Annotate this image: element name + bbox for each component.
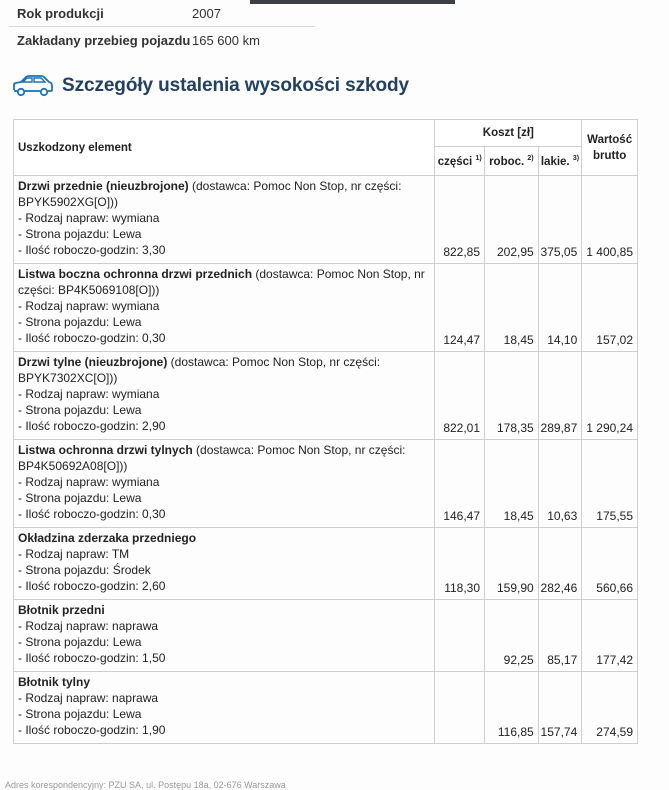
table-row [14, 352, 638, 440]
table-row [14, 176, 638, 264]
header-roboc: roboc. $^{2)}$ [485, 147, 539, 176]
element-detail-line: - Ilość roboczo-godzin: 1,90 [18, 723, 166, 737]
car-icon [11, 72, 55, 100]
element-detail-line: - Strona pojazdu: Lewa [18, 315, 142, 329]
cost-czesci [435, 672, 485, 744]
cost-czesci: 146,47 [435, 440, 485, 528]
header-element: Uszkodzony element [14, 120, 435, 176]
element-description [14, 440, 435, 528]
element-description [14, 264, 435, 352]
footer-address: Adres korespondencyjny: PZU SA, ul. Postępu 18a, 02-676 Warszawa [5, 780, 286, 790]
element-description [14, 600, 435, 672]
element-detail-line: - Rodzaj napraw: wymiana [18, 211, 160, 225]
cost-brutto: 274,59 [582, 672, 638, 744]
table-row [14, 672, 638, 744]
element-name: Okładzina zderzaka przedniego [18, 531, 197, 545]
element-detail-line: - Ilość roboczo-godzin: 2,60 [18, 579, 166, 593]
cost-lakie: 14,10 [538, 264, 582, 352]
element-detail-line: - Ilość roboczo-godzin: 1,50 [18, 651, 166, 665]
element-name: Listwa boczna ochronna drzwi przednich [18, 267, 253, 281]
element-detail-line: - Ilość roboczo-godzin: 3,30 [18, 243, 166, 257]
section-title: Szczegóły ustalenia wysokości szkody [62, 75, 409, 96]
info-label: Zakładany przebieg pojazdu [17, 32, 191, 48]
cost-roboc: 202,95 [485, 176, 539, 264]
header-brutto-line1: Wartość [587, 133, 633, 146]
element-detail-line: - Strona pojazdu: Lewa [18, 491, 142, 505]
table-row [14, 528, 638, 600]
cost-lakie: 157,74 [538, 672, 582, 744]
cost-brutto: 177,42 [582, 600, 638, 672]
header-brutto-line2: brutto [593, 149, 627, 162]
header-czesci: części $^{1)}$ [435, 147, 485, 176]
info-label: Rok produkcji [17, 5, 104, 21]
vehicle-info [9, 0, 315, 53]
element-description [14, 352, 435, 440]
header-koszt: Koszt [zł] [435, 120, 582, 147]
cost-lakie: 10,63 [538, 440, 582, 528]
header-brutto [582, 120, 638, 176]
element-detail-line: - Strona pojazdu: Lewa [18, 635, 142, 649]
cost-lakie: 85,17 [538, 600, 582, 672]
table-row [14, 600, 638, 672]
cost-roboc: 178,35 [485, 352, 539, 440]
cost-roboc: 159,90 [485, 528, 539, 600]
cost-czesci: 822,01 [435, 352, 485, 440]
element-name: Drzwi przednie (nieuzbrojone) [18, 179, 189, 193]
section-header [11, 72, 409, 100]
cost-lakie: 282,46 [538, 528, 582, 600]
cost-lakie: 375,05 [538, 176, 582, 264]
cost-brutto: 1 290,24 [582, 352, 638, 440]
cost-czesci [435, 600, 485, 672]
cost-czesci: 124,47 [435, 264, 485, 352]
cost-roboc: 92,25 [485, 600, 539, 672]
cost-brutto: 175,55 [582, 440, 638, 528]
element-name: Drzwi tylne (nieuzbrojone) [18, 355, 168, 369]
table-row [14, 440, 638, 528]
cost-lakie: 289,87 [538, 352, 582, 440]
element-detail-line: - Rodzaj napraw: naprawa [18, 619, 159, 633]
element-detail-line: - Rodzaj napraw: naprawa [18, 691, 159, 705]
cost-brutto: 560,66 [582, 528, 638, 600]
info-row-year [9, 0, 315, 27]
table-row [14, 264, 638, 352]
element-detail-line: - Strona pojazdu: Lewa [18, 707, 142, 721]
cost-czesci: 822,85 [435, 176, 485, 264]
info-value: 165 600 km [192, 32, 260, 48]
cost-brutto: 1 400,85 [582, 176, 638, 264]
element-detail-line: - Ilość roboczo-godzin: 0,30 [18, 331, 166, 345]
element-name: Błotnik tylny [18, 675, 91, 689]
element-supplier: (dostawca: Pomoc Non Stop, nr części: BPYK7302XC[O])) [18, 355, 381, 385]
element-detail-line: - Rodzaj napraw: TM [18, 547, 130, 561]
element-supplier: (dostawca: Pomoc Non Stop, nr części: BPYK5902XG[O])) [18, 179, 402, 209]
element-description [14, 176, 435, 264]
element-name: Listwa ochronna drzwi tylnych [18, 443, 193, 457]
element-detail-line: - Ilość roboczo-godzin: 0,30 [18, 507, 166, 521]
info-value: 2007 [192, 5, 221, 21]
cost-roboc: 18,45 [485, 264, 539, 352]
element-description [14, 528, 435, 600]
cost-roboc: 116,85 [485, 672, 539, 744]
element-name: Błotnik przedni [18, 603, 105, 617]
cost-brutto: 157,02 [582, 264, 638, 352]
element-detail-line: - Strona pojazdu: Lewa [18, 227, 142, 241]
element-detail-line: - Ilość roboczo-godzin: 2,90 [18, 419, 166, 433]
header-lakie: lakie. $^{3)}$ [538, 147, 582, 176]
element-description [14, 672, 435, 744]
element-supplier: (dostawca: Pomoc Non Stop, nr części: BP4K50692A08[O])) [18, 443, 406, 473]
element-supplier: (dostawca: Pomoc Non Stop, nr części: BP4K5069108[O])) [18, 267, 425, 297]
cost-czesci: 118,30 [435, 528, 485, 600]
element-detail-line: - Strona pojazdu: Lewa [18, 403, 142, 417]
element-detail-line: - Rodzaj napraw: wymiana [18, 387, 160, 401]
damage-table [13, 119, 638, 744]
element-detail-line: - Rodzaj napraw: wymiana [18, 475, 160, 489]
element-detail-line: - Rodzaj napraw: wymiana [18, 299, 160, 313]
info-row-mileage [9, 27, 315, 53]
cost-roboc: 18,45 [485, 440, 539, 528]
element-detail-line: - Strona pojazdu: Środek [18, 563, 151, 577]
